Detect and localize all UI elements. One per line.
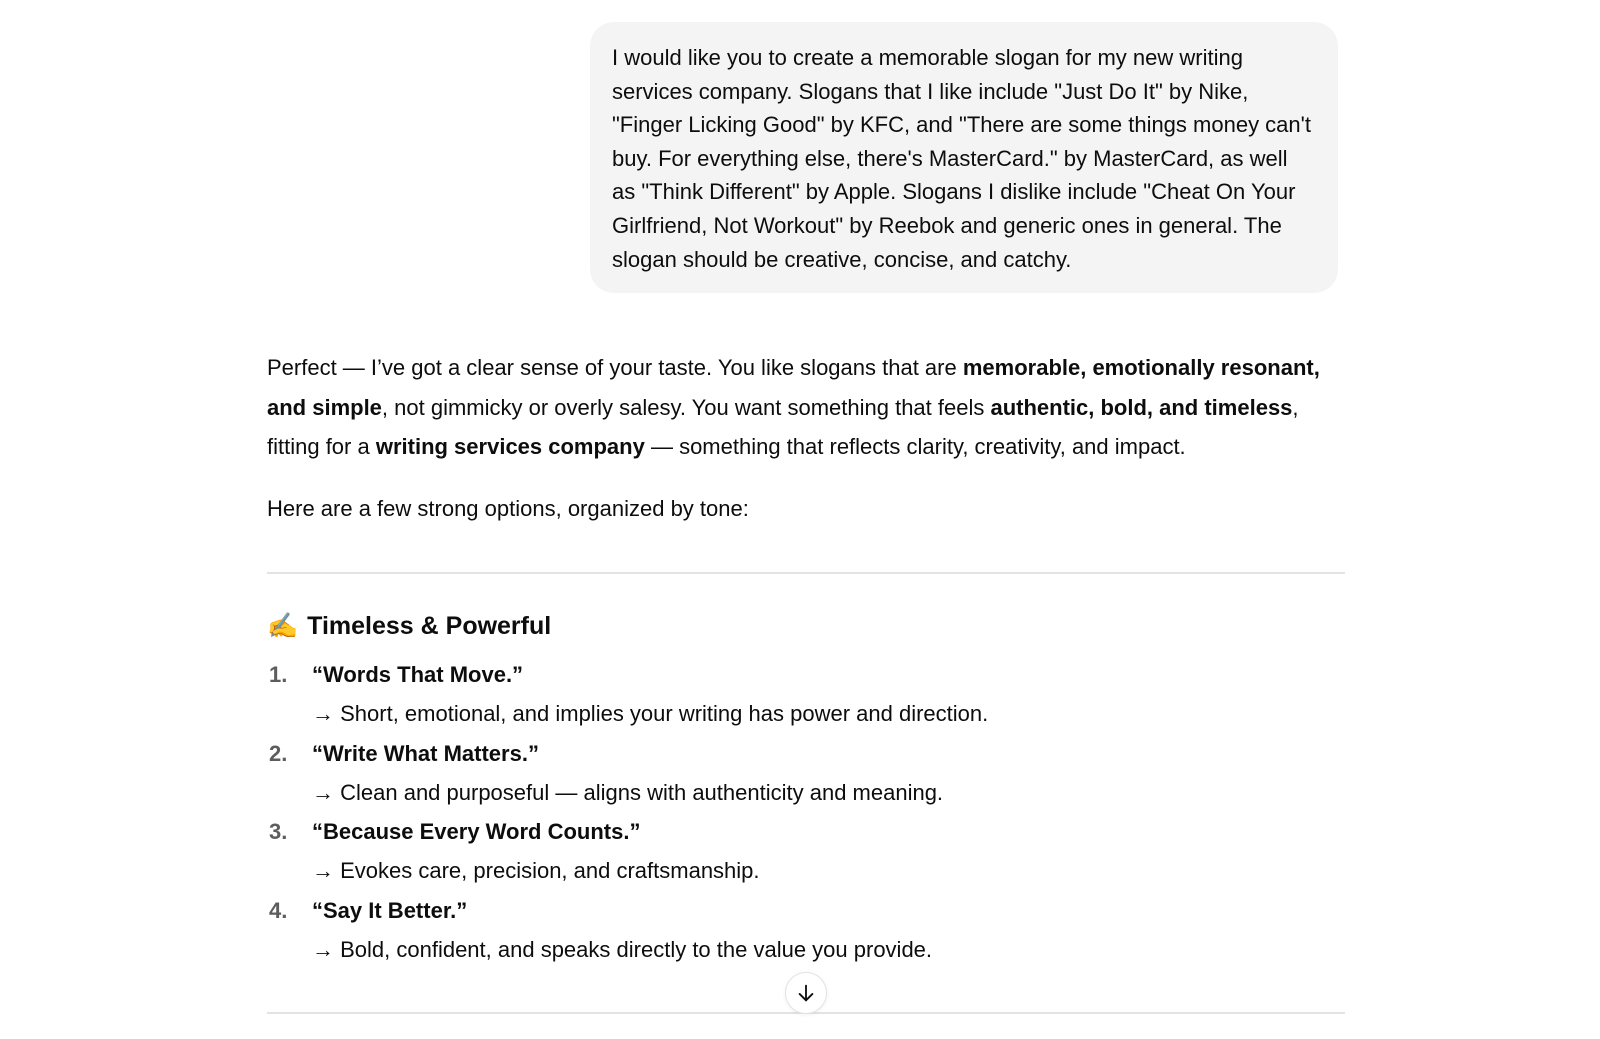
slogan-list <box>267 655 1345 969</box>
section-heading-text: Timeless & Powerful <box>307 612 552 640</box>
assistant-intro-paragraph <box>267 348 1345 467</box>
user-message-text: I would like you to create a memorable slogan for my new writing services company. Slogans that I like include "Just Do It" by Nike, "Finger Licking Good" by KFC, and "There are some things money can't buy. For everything else, there's MasterCard." by MasterCard, as well as "Think Different" by Apple. Slogans I dislike include "Cheat On Your Girlfriend, Not Workout" by Reebok and generic ones in general. The slogan should be creative, concise, and catchy. <box>612 45 1311 272</box>
slogan-title: “Words That Move.” <box>312 662 524 687</box>
slogan-title: “Write What Matters.” <box>312 740 539 766</box>
slogan-description: → Bold, confident, and speaks directly to the value you provide. <box>312 937 933 963</box>
intro-bold-1: memorable, emotionally resonant, and simple <box>267 355 1320 420</box>
slogan-title: “Say It Better.” <box>312 897 468 923</box>
intro-bold-2: authentic, bold, and timeless <box>990 394 1293 420</box>
list-item-number: 3. <box>269 819 288 845</box>
intro-text-2: , not gimmicky or overly salesy. You want something that feels <box>381 394 991 420</box>
writing-hand-icon: ✍️ <box>267 612 299 640</box>
section-divider-top <box>267 572 1345 574</box>
intro-text-4: — something that reflects clarity, creativity, and impact. <box>644 434 1186 459</box>
list-item <box>267 734 1345 813</box>
slogan-description: → Evokes care, precision, and craftsmanship. <box>312 858 760 884</box>
list-item <box>267 812 1345 891</box>
slogan-description: → Short, emotional, and implies your writing has power and direction. <box>312 701 989 727</box>
list-item-number: 2. <box>269 740 288 766</box>
list-item-number: 4. <box>269 897 288 923</box>
intro-text-1: Perfect — I’ve got a clear sense of your taste. You like slogans that are <box>267 355 963 380</box>
section-heading <box>267 608 551 644</box>
scroll-to-bottom-button[interactable] <box>785 972 827 1014</box>
assistant-lead-in: Here are a few strong options, organized by tone: <box>267 495 749 521</box>
list-item <box>267 655 1345 734</box>
arrow-down-icon <box>795 982 817 1004</box>
assistant-message <box>267 348 1345 528</box>
user-message-bubble <box>590 22 1338 293</box>
intro-text-3: , fitting for a <box>267 394 1299 459</box>
list-item-number: 1. <box>269 662 288 687</box>
slogan-description: → Clean and purposeful — aligns with authenticity and meaning. <box>312 779 944 805</box>
intro-bold-3: writing services company <box>375 434 645 459</box>
slogan-title: “Because Every Word Counts.” <box>312 819 641 845</box>
list-item <box>267 891 1345 970</box>
